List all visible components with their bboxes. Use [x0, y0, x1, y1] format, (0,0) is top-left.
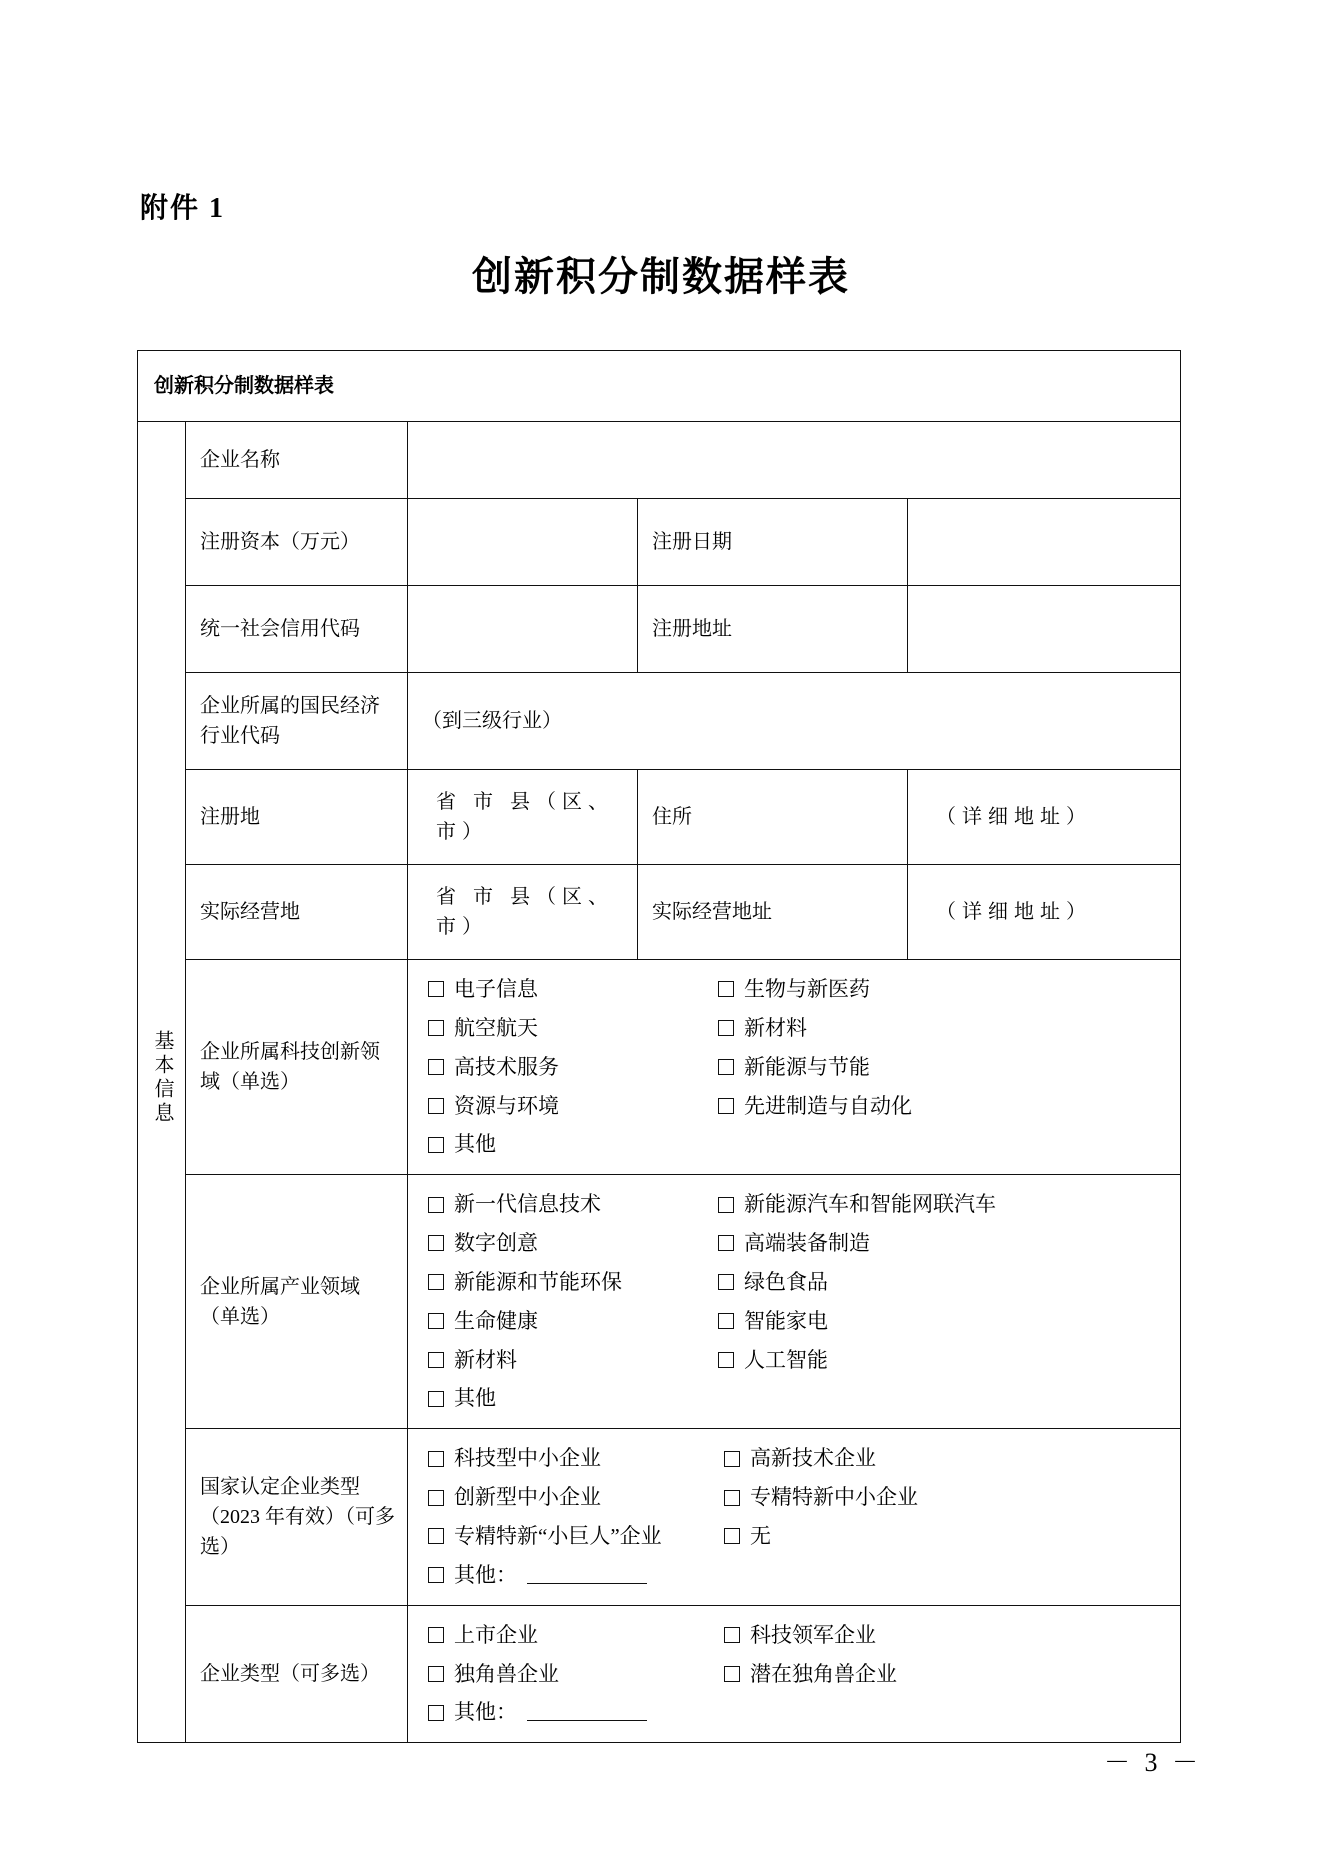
option-label: 新材料 — [744, 1015, 807, 1040]
national-type-right-column — [724, 1439, 918, 1556]
option-label: 其他： — [454, 1700, 517, 1725]
tech-field-right-column — [718, 970, 912, 1164]
option-label: 创新型中小企业 — [454, 1485, 601, 1510]
row-registered-capital — [138, 499, 1181, 586]
row-registration-place — [138, 770, 1181, 865]
checkbox-icon[interactable] — [428, 1098, 444, 1114]
checkbox-icon[interactable] — [428, 1391, 444, 1407]
option-label: 新一代信息技术 — [454, 1192, 601, 1217]
checkbox-option[interactable] — [724, 1517, 918, 1556]
checkbox-icon[interactable] — [428, 1274, 444, 1290]
section-label-basic-info — [138, 422, 186, 1743]
option-label: 其他 — [454, 1132, 496, 1157]
checkbox-option[interactable] — [718, 1048, 912, 1087]
checkbox-option[interactable] — [718, 1341, 996, 1380]
row-industry-field — [138, 1175, 1181, 1429]
checkbox-option[interactable] — [428, 1224, 718, 1263]
option-label: 高端装备制造 — [744, 1231, 870, 1256]
section-label-text: 基本信息 — [151, 1029, 173, 1126]
label-credit-code: 统一社会信用代码 — [186, 586, 408, 673]
table-caption: 创新积分制数据样表 — [138, 351, 1181, 422]
checkbox-option[interactable] — [718, 1009, 912, 1048]
checkbox-option[interactable] — [428, 1439, 724, 1478]
page-title: 创新积分制数据样表 — [472, 254, 850, 299]
option-label: 独角兽企业 — [454, 1661, 559, 1686]
checkbox-option[interactable] — [718, 1185, 996, 1224]
checkbox-option[interactable] — [428, 1185, 718, 1224]
checkbox-option[interactable] — [428, 970, 718, 1009]
checkbox-icon[interactable] — [428, 1137, 444, 1153]
label-registration-date: 注册日期 — [638, 499, 908, 586]
row-company-type — [138, 1605, 1181, 1743]
innovation-score-form-table — [137, 350, 1181, 1743]
checkbox-icon[interactable] — [428, 1059, 444, 1075]
checkbox-icon[interactable] — [718, 981, 734, 997]
row-credit-code — [138, 586, 1181, 673]
checkbox-option[interactable] — [718, 1224, 996, 1263]
checkbox-option[interactable] — [428, 1048, 718, 1087]
checkbox-icon[interactable] — [718, 1235, 734, 1251]
company-type-left-column — [428, 1616, 724, 1694]
option-label: 电子信息 — [454, 977, 538, 1001]
table-caption-row — [138, 351, 1181, 422]
other-input-line[interactable] — [527, 1567, 647, 1584]
checkbox-icon[interactable] — [428, 981, 444, 997]
checkbox-option[interactable] — [724, 1616, 897, 1655]
option-label: 专精特新“小巨人”企业 — [454, 1523, 662, 1548]
field-registered-capital[interactable] — [408, 499, 638, 586]
option-label: 科技领军企业 — [750, 1622, 876, 1647]
checkbox-icon[interactable] — [428, 1451, 444, 1467]
checkbox-icon[interactable] — [718, 1274, 734, 1290]
row-actual-place — [138, 865, 1181, 960]
checkbox-icon[interactable] — [428, 1705, 444, 1721]
checkbox-option[interactable] — [428, 1009, 718, 1048]
checkbox-icon[interactable] — [724, 1666, 740, 1682]
option-label: 上市企业 — [454, 1622, 538, 1647]
option-label: 科技型中小企业 — [454, 1446, 601, 1471]
field-actual-address[interactable]: （详细地址） — [908, 865, 1181, 960]
label-registered-capital: 注册资本（万元） — [186, 499, 408, 586]
checkbox-icon[interactable] — [724, 1490, 740, 1506]
options-industry-field — [408, 1175, 1181, 1429]
row-industry-code — [138, 673, 1181, 770]
checkbox-option[interactable] — [428, 1087, 718, 1126]
checkbox-option[interactable] — [428, 1263, 718, 1302]
label-company-type: 企业类型（可多选） — [186, 1605, 408, 1743]
field-credit-code[interactable] — [408, 586, 638, 673]
checkbox-icon[interactable] — [428, 1528, 444, 1544]
checkbox-icon[interactable] — [428, 1197, 444, 1213]
label-actual-place: 实际经营地 — [186, 865, 408, 960]
option-label: 其他 — [454, 1386, 496, 1411]
label-national-type: 国家认定企业类型（2023 年有效）（可多选） — [186, 1429, 408, 1605]
field-registration-place[interactable]: 省 市 县（区、市） — [408, 770, 638, 865]
field-actual-place[interactable]: 省 市 县（区、市） — [408, 865, 638, 960]
checkbox-icon[interactable] — [718, 1197, 734, 1213]
row-national-type — [138, 1429, 1181, 1605]
checkbox-icon[interactable] — [718, 1313, 734, 1329]
option-label: 数字创意 — [454, 1231, 538, 1256]
checkbox-option[interactable] — [428, 1478, 724, 1517]
option-label: 新能源和节能环保 — [454, 1269, 622, 1294]
attachment-label: 附件 1 — [140, 193, 226, 224]
checkbox-icon[interactable] — [428, 1313, 444, 1329]
field-registered-address[interactable] — [908, 586, 1181, 673]
checkbox-option[interactable] — [718, 1263, 996, 1302]
label-registration-place: 注册地 — [186, 770, 408, 865]
checkbox-icon[interactable] — [428, 1352, 444, 1368]
option-label: 高技术服务 — [454, 1054, 559, 1079]
checkbox-option[interactable] — [428, 1517, 724, 1556]
field-registration-date[interactable] — [908, 499, 1181, 586]
option-label: 先进制造与自动化 — [744, 1093, 912, 1118]
checkbox-option[interactable] — [718, 970, 912, 1009]
label-industry-field: 企业所属产业领域（单选） — [186, 1175, 408, 1429]
checkbox-option-other[interactable] — [428, 1693, 1174, 1732]
checkbox-icon[interactable] — [718, 1059, 734, 1075]
company-type-right-column — [724, 1616, 897, 1694]
checkbox-icon[interactable] — [428, 1235, 444, 1251]
checkbox-icon[interactable] — [428, 1020, 444, 1036]
checkbox-icon[interactable] — [428, 1666, 444, 1682]
checkbox-option[interactable] — [428, 1379, 718, 1418]
option-label: 生物与新医药 — [744, 977, 870, 1001]
industry-field-right-column — [718, 1185, 996, 1418]
other-input-line[interactable] — [527, 1704, 647, 1721]
row-company-name — [138, 422, 1181, 499]
label-industry-code: 企业所属的国民经济行业代码 — [186, 673, 408, 770]
option-label: 新材料 — [454, 1347, 517, 1372]
checkbox-icon[interactable] — [718, 1352, 734, 1368]
checkbox-icon[interactable] — [724, 1627, 740, 1643]
checkbox-icon[interactable] — [428, 1567, 444, 1583]
option-label: 无 — [750, 1523, 771, 1548]
option-label: 潜在独角兽企业 — [750, 1661, 897, 1686]
tech-field-left-column — [428, 970, 718, 1164]
checkbox-icon[interactable] — [718, 1020, 734, 1036]
option-label: 其他： — [454, 1562, 517, 1587]
option-label: 智能家电 — [744, 1308, 828, 1333]
label-actual-address: 实际经营地址 — [638, 865, 908, 960]
label-residence: 住所 — [638, 770, 908, 865]
checkbox-option[interactable] — [718, 1302, 996, 1341]
option-label: 资源与环境 — [454, 1093, 559, 1118]
option-label: 专精特新中小企业 — [750, 1485, 918, 1510]
checkbox-icon[interactable] — [718, 1098, 734, 1114]
option-label: 航空航天 — [454, 1015, 538, 1040]
checkbox-option[interactable] — [428, 1655, 724, 1694]
option-label: 生命健康 — [454, 1308, 538, 1333]
checkbox-option[interactable] — [428, 1341, 718, 1380]
page-number: － 3 － — [1103, 1748, 1202, 1777]
options-company-type — [408, 1605, 1181, 1743]
checkbox-option-other[interactable] — [428, 1556, 1174, 1595]
field-industry-code[interactable]: （到三级行业） — [408, 673, 1181, 770]
label-registered-address: 注册地址 — [638, 586, 908, 673]
checkbox-option[interactable] — [428, 1125, 718, 1164]
row-tech-field — [138, 960, 1181, 1175]
checkbox-option[interactable] — [724, 1439, 918, 1478]
checkbox-option[interactable] — [428, 1616, 724, 1655]
options-tech-field — [408, 960, 1181, 1175]
option-label: 新能源与节能 — [744, 1054, 870, 1079]
checkbox-option[interactable] — [724, 1655, 897, 1694]
field-residence[interactable]: （详细地址） — [908, 770, 1181, 865]
option-label: 高新技术企业 — [750, 1446, 876, 1471]
label-company-name: 企业名称 — [186, 422, 408, 499]
field-company-name[interactable] — [408, 422, 1181, 499]
national-type-left-column — [428, 1439, 724, 1556]
form-table-container — [137, 350, 1180, 1743]
checkbox-icon[interactable] — [724, 1451, 740, 1467]
option-label: 人工智能 — [744, 1347, 828, 1372]
industry-field-left-column — [428, 1185, 718, 1418]
checkbox-option[interactable] — [724, 1478, 918, 1517]
option-label: 绿色食品 — [744, 1269, 828, 1294]
options-national-type — [408, 1429, 1181, 1605]
checkbox-option[interactable] — [428, 1302, 718, 1341]
option-label: 新能源汽车和智能网联汽车 — [744, 1192, 996, 1217]
checkbox-option[interactable] — [718, 1087, 912, 1126]
checkbox-icon[interactable] — [428, 1627, 444, 1643]
checkbox-icon[interactable] — [724, 1528, 740, 1544]
checkbox-icon[interactable] — [428, 1490, 444, 1506]
label-tech-field: 企业所属科技创新领域（单选） — [186, 960, 408, 1175]
